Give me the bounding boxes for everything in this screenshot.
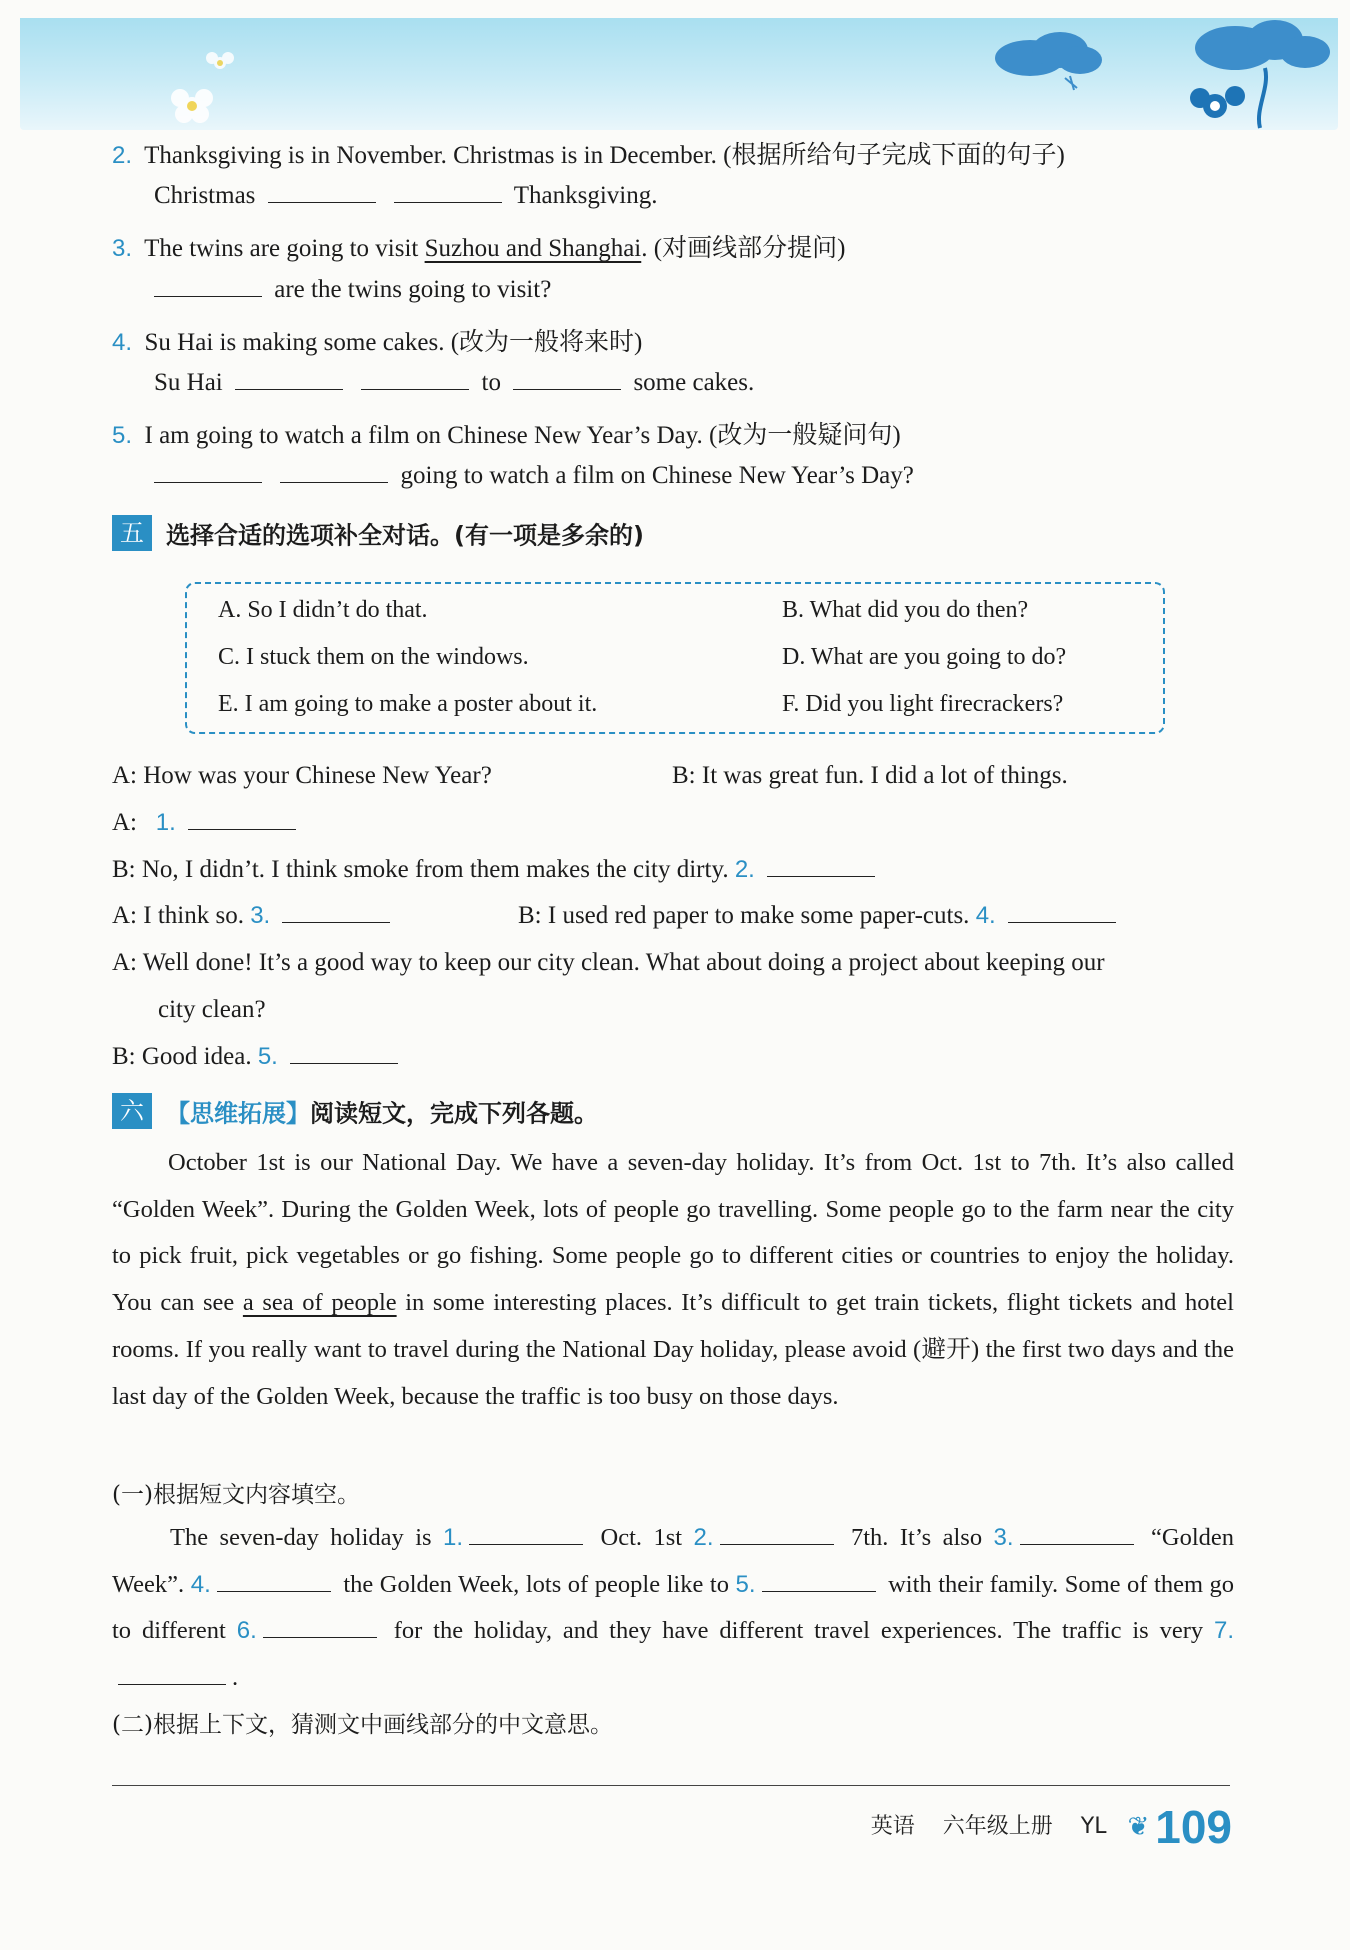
blank-number: 4.: [190, 1570, 211, 1598]
section-title: 阅读短文，完成下列各题。: [310, 1099, 598, 1128]
option-a: A. So I didn’t do that.: [218, 597, 428, 623]
speaker-label: A:: [112, 809, 137, 836]
answer-line-3: [148, 276, 1350, 304]
fill-text: with their: [888, 1570, 984, 1598]
option-d: D. What are you going to do?: [782, 644, 1067, 670]
dialog-text: B: Good idea.: [112, 1043, 252, 1070]
blank-number: 7.: [1214, 1617, 1235, 1644]
blank-number: 1.: [443, 1524, 464, 1551]
page-number: 109: [1155, 1801, 1232, 1853]
question-text: The twins are going to visit: [144, 235, 425, 262]
answer-blank[interactable]: [469, 1524, 583, 1545]
question-number: 5.: [112, 422, 133, 449]
section-5-header: [112, 515, 1350, 551]
answer-blank[interactable]: [1020, 1524, 1134, 1545]
question-2: [112, 135, 1350, 171]
header-banner: [20, 18, 1338, 130]
fill-text: experiences. The traffic is very: [880, 1617, 1204, 1644]
subtask-1-title: (一)根据短文内容填空。: [112, 1482, 360, 1508]
question-number: 4.: [112, 329, 133, 356]
answer-blank[interactable]: [361, 369, 469, 390]
footer-divider: [112, 1785, 1230, 1786]
dialog-line-3: [112, 856, 1350, 884]
answer-blank[interactable]: [154, 276, 262, 297]
dialog-line-6: [112, 1043, 1350, 1071]
answer-blank[interactable]: [268, 182, 376, 203]
cloud-icon: [995, 20, 1330, 76]
answer-blank[interactable]: [188, 809, 296, 830]
question-3: [112, 228, 1350, 264]
answer-blank[interactable]: [235, 369, 343, 390]
answer-text: Christmas: [154, 182, 256, 209]
answer-line-4: [154, 369, 1350, 397]
blank-number: 3.: [250, 902, 271, 929]
footer-grade: 六年级上册: [942, 1814, 1053, 1839]
blank-number: 2.: [734, 856, 755, 883]
question-number: 2.: [112, 142, 133, 169]
answer-blank[interactable]: [263, 1617, 377, 1638]
answer-text: some cakes.: [633, 369, 755, 396]
fill-text: for the holiday, and they have different travel: [393, 1617, 870, 1644]
blank-number: 1.: [155, 809, 176, 836]
option-c: C. I stuck them on the windows.: [218, 644, 529, 670]
page-footer: [871, 1800, 1232, 1854]
passage-text: October 1st is our National Day. We have a seven-day holiday. It’s from Oct. 1st to 7th. It’s also called “Golden Week”. During the Golden Week, lots of people go travelling. Some people go to the farm near the city to pick fruit, pick vegetables or go fishing. Some people go to different cities or countries to enjoy the holiday. You can see: [112, 1149, 1234, 1317]
flower-cluster-icon: [1190, 86, 1245, 118]
answer-blank[interactable]: [513, 369, 621, 390]
flower-icon: [171, 89, 213, 123]
answer-line-2: [154, 182, 1350, 210]
section-bracket-label: 【思维拓展】: [166, 1099, 310, 1128]
fill-text: 7th. It’s also: [850, 1524, 983, 1551]
option-b: B. What did you do then?: [782, 597, 1029, 623]
vine-icon: [1259, 68, 1266, 128]
answer-blank[interactable]: [767, 856, 875, 877]
fill-text: Oct. 1st: [600, 1524, 683, 1551]
dialog-line-1a: A: How was your Chinese New Year?: [112, 762, 492, 789]
dialog-line-1b: B: It was great fun. I did a lot of things.: [672, 762, 1068, 789]
question-4: [112, 322, 1350, 358]
question-text: Su Hai is making some cakes. (改为一般将来时): [144, 329, 643, 356]
dragonfly-icon: [1065, 76, 1077, 90]
question-5: [112, 415, 1350, 451]
dialog-text: A: I think so.: [112, 902, 244, 929]
footer-subject: 英语: [870, 1814, 915, 1839]
answer-text: are the twins going to visit?: [274, 276, 552, 303]
blank-number: 4.: [975, 902, 996, 929]
answer-blank[interactable]: [720, 1524, 834, 1545]
section-tag: 六: [112, 1093, 152, 1129]
fill-text: the Golden Week, lots of people like to: [343, 1570, 729, 1598]
answer-text: Thanksgiving.: [513, 182, 658, 209]
answer-blank[interactable]: [217, 1571, 331, 1592]
blank-number: 2.: [693, 1524, 714, 1551]
fill-text: .: [232, 1663, 239, 1691]
blank-number: 5.: [735, 1570, 756, 1598]
banner-decoration: [20, 18, 1338, 130]
section-title: 选择合适的选项补全对话。(有一项是多余的): [166, 521, 644, 550]
fill-in-paragraph: [112, 1515, 1234, 1701]
answer-blank[interactable]: [282, 902, 390, 923]
dialog-line-5a: A: Well done! It’s a good way to keep our city clean. What about doing a project about keeping our: [112, 949, 1105, 976]
answer-blank[interactable]: [762, 1571, 876, 1592]
answer-blank[interactable]: [280, 462, 388, 483]
question-text: Thanksgiving is in November. Christmas is in December. (根据所给句子完成下面的句子): [144, 142, 1065, 169]
dialog-line-5b: city clean?: [158, 996, 266, 1023]
question-number: 3.: [112, 235, 133, 262]
blank-number: 6.: [236, 1617, 257, 1644]
subtask-2-title: (二)根据上下文，猜测文中画线部分的中文意思。: [112, 1712, 613, 1738]
leaf-icon: ❦: [1127, 1812, 1150, 1842]
answer-blank[interactable]: [290, 1043, 398, 1064]
fill-text: “Golden Week”.: [112, 1524, 1235, 1598]
footer-edition: YL: [1080, 1814, 1107, 1839]
answer-blank[interactable]: [1008, 902, 1116, 923]
fill-text: family. Some of them go to different: [112, 1570, 1235, 1644]
section-tag: 五: [112, 515, 152, 551]
dialog-text: B: No, I didn’t. I think smoke from them makes the city dirty.: [112, 856, 729, 883]
blank-number: 3.: [993, 1524, 1014, 1551]
fill-text: The seven-day holiday is: [170, 1524, 432, 1551]
answer-blank[interactable]: [118, 1664, 226, 1685]
dialog-line-2: [112, 809, 1350, 837]
underlined-phrase: a sea of people: [242, 1289, 397, 1317]
passage-text: in some interesting places. It’s difficult to get train tickets, flight tickets and hotel rooms. If you really want to travel during the National Day holiday, please avoid (避开) the first two days and the last day of the Golden Week, because the traffic is too busy on those days.: [112, 1289, 1234, 1410]
dialog-text: B: I used red paper to make some paper-cuts.: [518, 902, 970, 929]
section-6-header: [112, 1093, 1350, 1129]
answer-text: going to watch a film on Chinese New Year’s Day?: [400, 462, 914, 489]
reading-passage: [112, 1140, 1234, 1420]
answer-line-5: [148, 462, 1350, 490]
question-text: I am going to watch a film on Chinese New Year’s Day. (改为一般疑问句): [144, 422, 901, 449]
blank-number: 5.: [257, 1043, 278, 1070]
question-text: . (对画线部分提问): [641, 235, 846, 262]
dialog-line-4b: [518, 902, 1350, 930]
answer-blank[interactable]: [154, 462, 262, 483]
option-f: F. Did you light firecrackers?: [782, 691, 1064, 717]
answer-text: Su Hai: [154, 369, 223, 396]
answer-text: to: [481, 369, 501, 396]
underlined-text: Suzhou and Shanghai: [424, 235, 642, 262]
option-e: E. I am going to make a poster about it.: [218, 691, 598, 717]
answer-blank[interactable]: [394, 182, 502, 203]
flower-icon: [206, 52, 234, 69]
